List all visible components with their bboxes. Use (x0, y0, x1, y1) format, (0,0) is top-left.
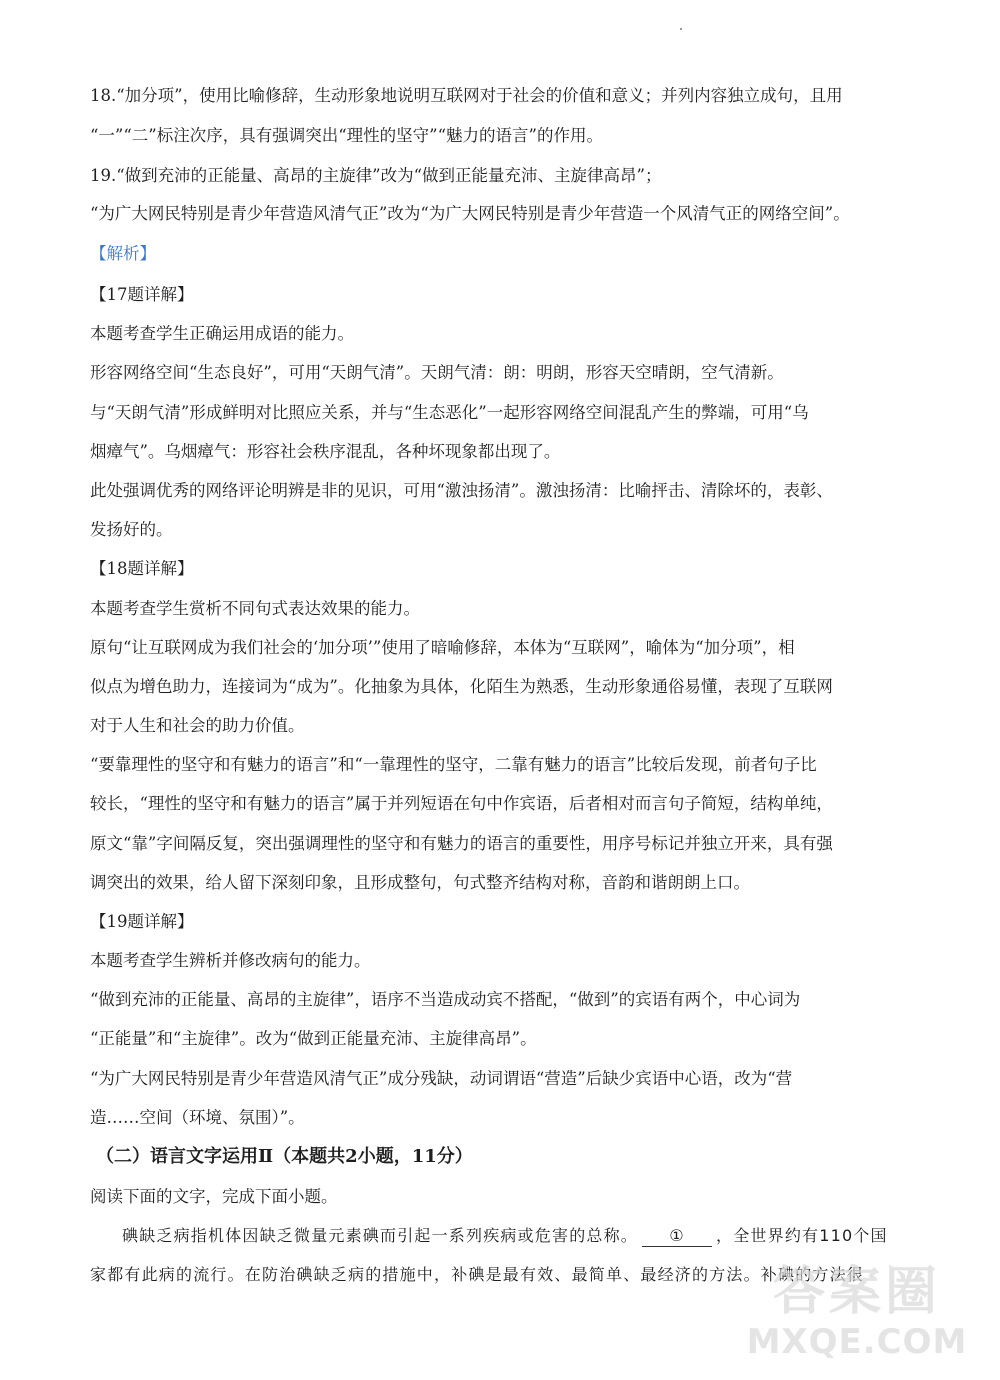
q18-para3-line4: 调突出的效果，给人留下深刻印象，且形成整句，句式整齐结构对称，音韵和谐朗朗上口。 (90, 873, 750, 892)
q17-para3-line2: 烟瘴气”。乌烟瘴气：形容社会秩序混乱，各种坏现象都出现了。 (90, 442, 561, 461)
q19-para2-line2: “正能量”和“主旋律”。改为“做到正能量充沛、主旋律高昂”。 (90, 1029, 537, 1048)
q19-heading: 【19题详解】 (90, 912, 194, 931)
q18-para1: 本题考查学生赏析不同句式表达效果的能力。 (90, 599, 420, 618)
section-heading: （二）语言文字运用Ⅱ（本题共2小题，11分） (96, 1146, 473, 1167)
jiexi-heading: 【解析】 (90, 244, 156, 263)
q19-para1: 本题考查学生辨析并修改病句的能力。 (90, 951, 371, 970)
q18-para2-line3: 对于人生和社会的助力价值。 (90, 716, 305, 735)
q18-heading: 【18题详解】 (90, 559, 194, 578)
q19-para3-line1: “为广大网民特别是青少年营造风清气正”成分残缺，动词谓语“营造”后缺少宾语中心语，改为“营 (90, 1069, 793, 1088)
q17-para4-line1: 此处强调优秀的网络评论明辨是非的见识，可用“激浊扬清”。激浊扬清：比喻抨击、清除坏的，表彰、 (90, 481, 833, 500)
q17-para1: 本题考查学生正确运用成语的能力。 (90, 324, 354, 343)
q17-para3-line1: 与“天朗气清”形成鲜明对比照应关系，并与“生态恶化”一起形容网络空间混乱产生的弊端，可用“乌 (90, 403, 809, 422)
q19-para2-line1: “做到充沛的正能量、高昂的主旋律”，语序不当造成动宾不搭配，“做到”的宾语有两个，中心词为 (90, 990, 801, 1009)
q18-para2-line1: 原句“让互联网成为我们社会的‘加分项’”使用了暗喻修辞，本体为“互联网”，喻体为“加分项”，相 (90, 638, 795, 657)
passage-line2: 家都有此病的流行。在防治碘缺乏病的措施中，补碘是最有效、最简单、最经济的方法。补碘的方法很 (90, 1265, 865, 1284)
q18-para3-line2: 较长，“理性的坚守和有魅力的语言”属于并列短语在句中作宾语，后者相对而言句子简短，结构单纯， (90, 794, 833, 813)
q17-para2: 形容网络空间“生态良好”，可用“天朗气清”。天朗气清：朗：明朗，形容天空晴朗，空气清新。 (90, 363, 784, 382)
watermark-logo: 答案圈 (772, 1262, 941, 1322)
q18-para3-line3: 原文“靠”字间隔反复，突出强调理性的坚守和有魅力的语言的重要性，用序号标记并独立开来，具有强 (90, 834, 833, 853)
passage-line1-end: ，全世界约有110个国 (716, 1226, 888, 1245)
q19-para3-line2: 造……空间（环境、氛围）”。 (90, 1108, 305, 1127)
q18-para3-line1: “要靠理性的坚守和有魅力的语言”和“一靠理性的坚守，二靠有魅力的语言”比较后发现，前者句子比 (90, 755, 817, 774)
answer-18-line2: “一”“二”标注次序，具有强调突出“理性的坚守”“魅力的语言”的作用。 (90, 126, 603, 145)
answer-19-line2: “为广大网民特别是青少年营造风清气正”改为“为广大网民特别是青少年营造一个风清气正的网络空间”。 (90, 204, 850, 223)
dot-top (680, 28, 682, 30)
q17-para4-line2: 发扬好的。 (90, 520, 173, 539)
reading-instruction: 阅读下面的文字，完成下面小题。 (90, 1187, 338, 1206)
q18-para2-line2: 似点为增色助力，连接词为“成为”。化抽象为具体，化陌生为熟悉，生动形象通俗易懂，表现了互联网 (90, 677, 833, 696)
watermark (742, 1262, 972, 1372)
answer-19-line1: 19.“做到充沛的正能量、高昂的主旋律”改为“做到正能量充沛、主旋律高昂”； (90, 166, 662, 185)
blank-1: ① (642, 1226, 712, 1247)
watermark-url: MXQE.COM (746, 1322, 968, 1362)
passage-line1-start: 碘缺乏病指机体因缺乏微量元素碘而引起一系列疾病或危害的总称。 (122, 1226, 639, 1245)
q17-heading: 【17题详解】 (90, 285, 194, 304)
passage-line1 (122, 1224, 922, 1248)
answer-18-line1: 18.“加分项”，使用比喻修辞，生动形象地说明互联网对于社会的价值和意义；并列内容独立成句，且用 (90, 86, 843, 105)
